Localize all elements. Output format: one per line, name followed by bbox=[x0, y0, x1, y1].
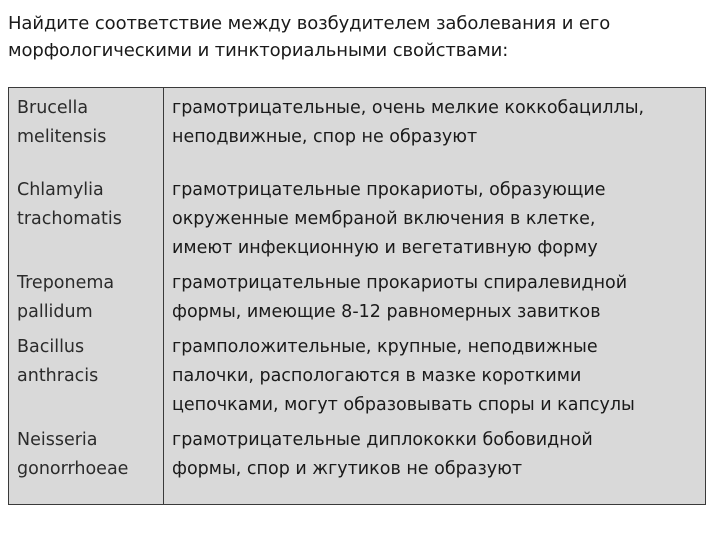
pathogen-cell bbox=[9, 88, 164, 170]
property-cell bbox=[164, 170, 706, 263]
property-cell bbox=[164, 327, 706, 420]
property-description: грамотрицательные, очень мелкие коккобациллы, неподвижные, спор не образуют bbox=[172, 98, 645, 147]
table-row bbox=[9, 88, 706, 170]
table-row bbox=[9, 263, 706, 327]
property-cell bbox=[164, 420, 706, 505]
table-row bbox=[9, 420, 706, 505]
table-row bbox=[9, 327, 706, 420]
property-description: грамотрицательные диплококки бобовидной формы, спор и жгутиков не образуют bbox=[172, 429, 593, 479]
property-description: грамотрицательные прокариоты спиралевидной формы, имеющие 8-12 равномерных завитков bbox=[172, 272, 628, 322]
pathogen-name: Bacillus anthracis bbox=[17, 336, 99, 386]
question-text: Найдите соответствие между возбудителем заболевания и его морфологическими и тинкториальными свойствами: bbox=[8, 13, 611, 61]
pathogen-name: Neisseria gonorrhoeae bbox=[17, 429, 129, 479]
pathogen-cell bbox=[9, 263, 164, 327]
property-description: грамположительные, крупные, неподвижные палочки, распологаются в мазке короткими цепочками, могут образовывать споры и капсулы bbox=[172, 336, 635, 415]
pathogen-cell bbox=[9, 327, 164, 420]
pathogen-name: Brucella melitensis bbox=[17, 98, 107, 147]
matching-table bbox=[8, 87, 706, 505]
pathogen-cell bbox=[9, 420, 164, 505]
property-cell bbox=[164, 88, 706, 170]
pathogen-name: Treponema pallidum bbox=[17, 272, 115, 322]
pathogen-cell bbox=[9, 170, 164, 263]
property-description: грамотрицательные прокариоты, образующие окруженные мембраной включения в клетке, имеют инфекционную и вегетативную форму bbox=[172, 179, 606, 258]
property-cell bbox=[164, 263, 706, 327]
table-row bbox=[9, 170, 706, 263]
pathogen-name: Chlamylia trachomatis bbox=[17, 179, 122, 229]
